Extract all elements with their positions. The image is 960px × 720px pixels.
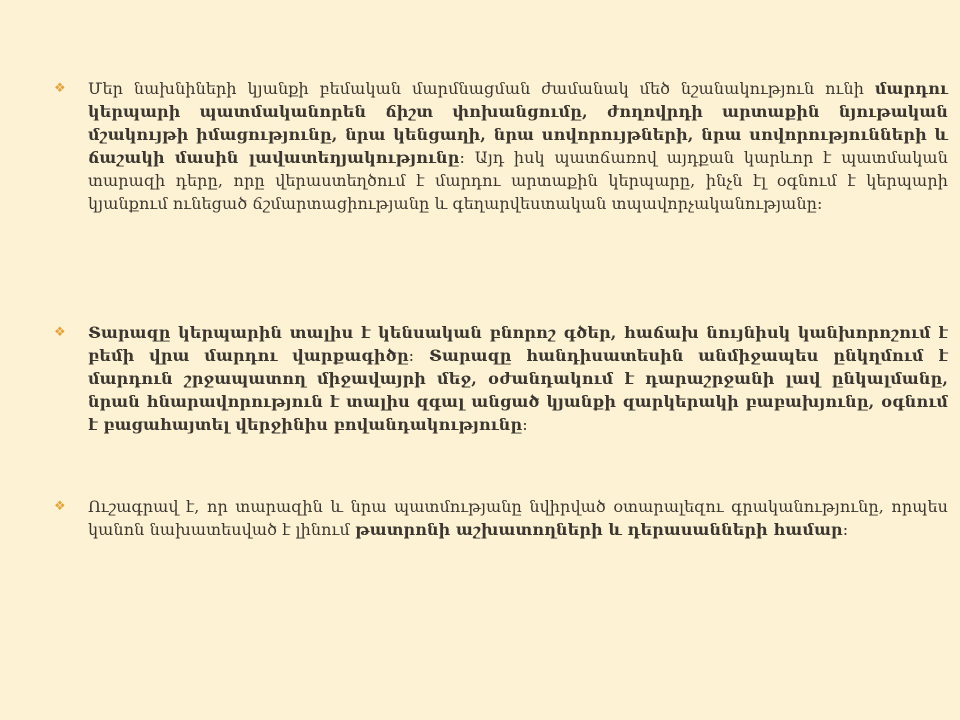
diamond-bullet-icon: ❖ — [54, 499, 66, 514]
paragraph-3 — [52, 495, 948, 541]
paragraph-2-text — [88, 321, 948, 436]
text-segment-bold: թատրոնի աշխատողների և դերասանների համար — [355, 520, 843, 539]
diamond-bullet-icon: ❖ — [54, 81, 66, 96]
text-segment: Մեր նախնիների կյանքի բեմական մարմնացման ժամանակ մեծ նշանակություն ունի — [88, 79, 875, 98]
paragraph-2 — [52, 321, 948, 436]
text-segment: ։ — [842, 520, 849, 539]
text-segment-bold: մարդու կերպարի պատմականորեն ճիշտ փոխանցումը, ժողովրդի արտաքին նյութական մշակույթի իմացությունը, նրա կենցաղի, նրա սովորույթների, նրա սովորությունների և ճաշակի մասին լավատեղյակությունը — [88, 79, 948, 167]
text-segment: Ուշագրավ է, որ տարազին և նրա պատմությանը նվիրված օտարալեզու գրականությունը, որպես կանոն նախատեսված է լինում — [88, 497, 948, 539]
paragraph-1-text — [88, 77, 948, 215]
paragraph-3-text — [88, 495, 948, 541]
paragraph-1 — [52, 77, 948, 215]
text-segment: ։ Այդ իսկ պատճառով այդքան կարևոր է պատմական տարազի դերը, որը վերաստեղծում է մարդու արտաքին կերպարը, ինչն էլ օգնում է կերպարի կյանքում ունեցած ճշմարտացիությանը և գեղարվեստական տպավորչականությանը։ — [88, 148, 948, 213]
text-segment-bold: Տարազը կերպարին տալիս է կենսական բնորոշ գծեր, հաճախ նույնիսկ կանխորոշում է բեմի վրա մարդու վարքագիծը։ Տարազը հանդիսատեսին անմիջապես ընկղմում է մարդուն շրջապատող միջավայրի մեջ, օժանդակում է դարաշրջանի լավ ընկալմանը, նրան հնարավորություն է տալիս զգալ անցած կյանքի զարկերակի բաբախյունը, օգնում է բացահայտել վերջինիս բովանդակությունը։ — [88, 323, 948, 434]
diamond-bullet-icon: ❖ — [54, 325, 66, 340]
